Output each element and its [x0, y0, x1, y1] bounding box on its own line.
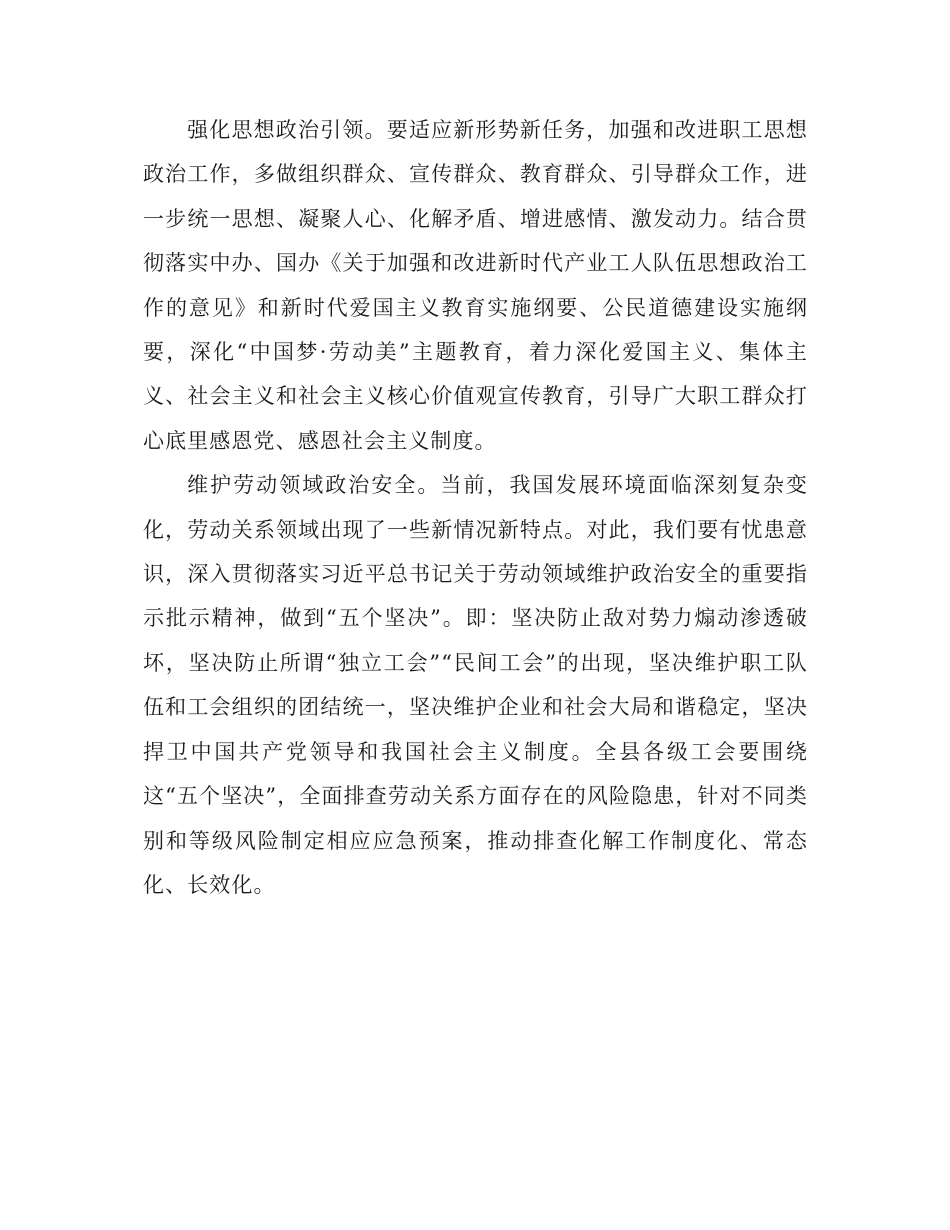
paragraph-ideological-guidance: 强化思想政治引领。要适应新形势新任务，加强和改进职工思想政治工作，多做组织群众、宣传群众、教育群众、引导群众工作，进一步统一思想、凝聚人心、化解矛盾、增进感情、激发动力。结合贯彻落实中办、国办《关于加强和改进新时代产业工人队伍思想政治工作的意见》和新时代爱国主义教育实施纲要、公民道德建设实施纲要，深化“中国梦·劳动美”主题教育，着力深化爱国主义、集体主义、社会主义和社会主义核心价值观宣传教育，引导广大职工群众打心底里感恩党、感恩社会主义制度。	[143, 118, 808, 453]
paragraph-political-security: 维护劳动领域政治安全。当前，我国发展环境面临深刻复杂变化，劳动关系领域出现了一些新情况新特点。对此，我们要有忧患意识，深入贯彻落实习近平总书记关于劳动领域维护政治安全的重要指示批示精神，做到“五个坚决”。即：坚决防止敌对势力煽动渗透破坏，坚决防止所谓“独立工会”“民间工会”的出现，坚决维护职工队伍和工会组织的团结统一，坚决维护企业和社会大局和谐稳定，坚决捍卫中国共产党领导和我国社会主义制度。全县各级工会要围绕这“五个坚决”，全面排查劳动关系方面存在的风险隐患，针对不同类别和等级风险制定相应应急预案，推动排查化解工作制度化、常态化、长效化。	[143, 473, 808, 897]
document-body	[143, 108, 808, 907]
